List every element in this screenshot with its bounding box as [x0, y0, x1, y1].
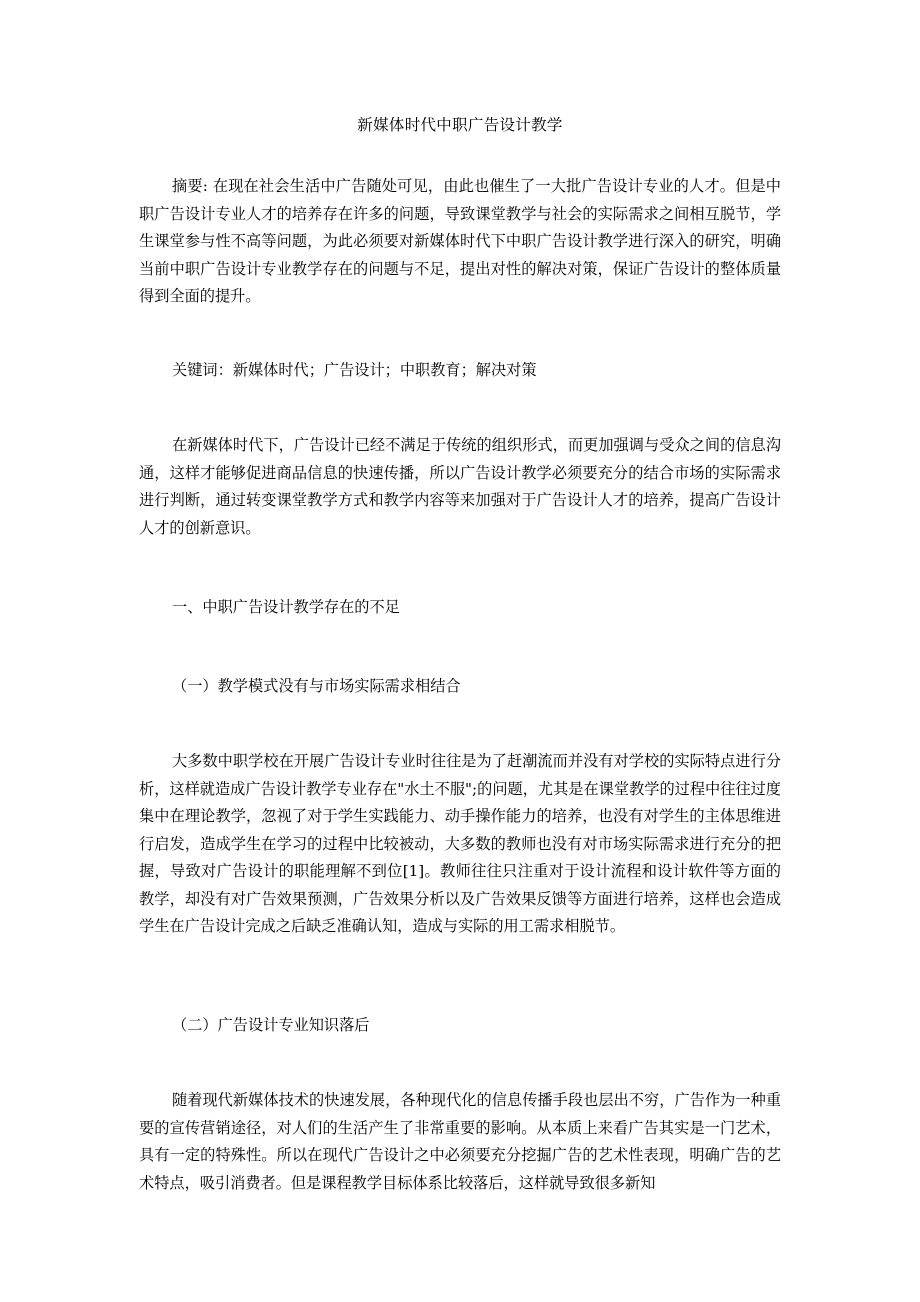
- intro-paragraph: 在新媒体时代下，广告设计已经不满足于传统的组织形式，而更加强调与受众之间的信息沟通，这样才能够促进商品信息的快速传播，所以广告设计教学必须要充分的结合市场的实际需求进行判断，通过转变课堂教学方式和教学内容等来加强对于广告设计人才的培养，提高广告设计人才的创新意识。: [139, 436, 781, 537]
- subsection-2-body: 随着现代新媒体技术的快速发展，各种现代化的信息传播手段也层出不穷，广告作为一种重要的宣传营销途径，对人们的生活产生了非常重要的影响。从本质上来看广告其实是一门艺术，具有一定的特殊性。所以在现代广告设计之中必须要充分挖掘广告的艺术性表现，明确广告的艺术特点，吸引消费者。但是课程教学目标体系比较落后，这样就导致很多新知: [139, 1091, 781, 1192]
- section-1-heading: 一、中职广告设计教学存在的不足: [172, 598, 400, 616]
- keywords-line: 关键词：新媒体时代；广告设计；中职教育；解决对策: [172, 361, 537, 379]
- abstract-paragraph: 摘要: 在现在社会生活中广告随处可见，由此也催生了一大批广告设计专业的人才。但是中职广告设计专业人才的培养存在许多的问题，导致课堂教学与社会的实际需求之间相互脱节，学生课堂参与性不高等问题，为此必须要对新媒体时代下中职广告设计教学进行深入的研究，明确当前中职广告设计专业教学存在的问题与不足，提出对性的解决对策，保证广告设计的整体质量得到全面的提升。: [139, 177, 781, 305]
- subsection-1-heading: （一）教学模式没有与市场实际需求相结合: [172, 677, 461, 695]
- subsection-2-heading: （二）广告设计专业知识落后: [172, 1016, 370, 1034]
- document-title: 新媒体时代中职广告设计教学: [357, 116, 563, 134]
- subsection-1-body: 大多数中职学校在开展广告设计专业时往往是为了赶潮流而并没有对学校的实际特点进行分析，这样就造成广告设计教学专业存在"水土不服";的问题，尤其是在课堂教学的过程中往往过度集中在理论教学，忽视了对于学生实践能力、动手操作能力的培养，也没有对学生的主体思维进行启发，造成学生在学习的过程中比较被动，大多数的教师也没有对市场实际需求进行充分的把握，导致对广告设计的职能理解不到位[1]。教师往往只注重对于设计流程和设计软件等方面的教学，却没有对广告效果预测，广告效果分析以及广告效果反馈等方面进行培养，这样也会造成学生在广告设计完成之后缺乏准确认知，造成与实际的用工需求相脱节。: [139, 752, 781, 935]
